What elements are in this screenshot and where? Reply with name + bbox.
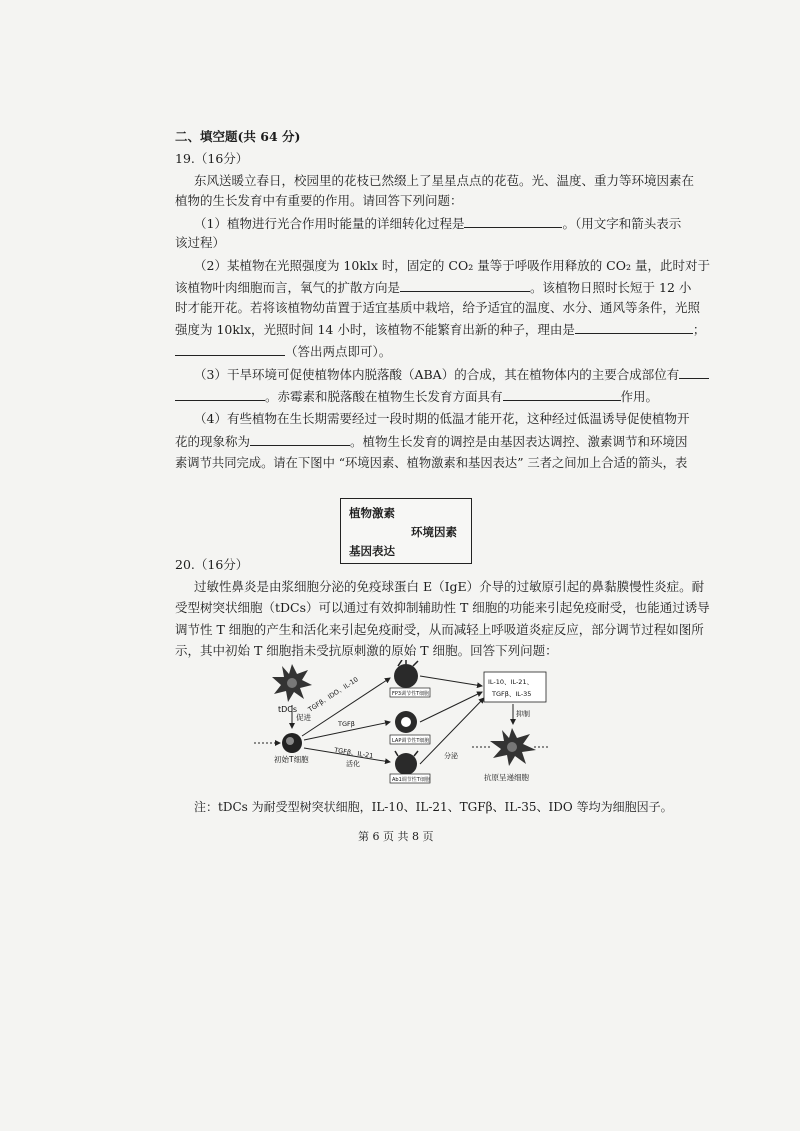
q19-part2-line-4 — [175, 321, 705, 338]
q19-part1-line-1 — [194, 215, 681, 232]
ab1-t-cell-icon — [395, 751, 418, 775]
q19-part1-line-2: 该过程） — [175, 235, 226, 250]
figure-note: 注：tDCs 为耐受型树突状细胞，IL-10、IL-21、TGFβ、IL-35、IDO 等均为细胞因子。 — [194, 800, 673, 814]
answer-blank[interactable] — [250, 433, 350, 446]
promote-label: 促进 — [296, 713, 311, 722]
secrete-label: 分泌 — [444, 752, 458, 760]
q20-line-3: 调节性 T 细胞的产生和活化来引起免疫耐受，从而减轻上呼吸道炎症反应，部分调节过程如图所 — [175, 622, 704, 637]
lap-t-cell-icon — [395, 711, 417, 733]
q19-part4-line-1: （4）有些植物在生长期需要经过一段时期的低温才能开花，这种经过低温诱导促使植物开 — [194, 411, 690, 426]
answer-blank[interactable] — [464, 215, 562, 228]
environment-factor-label: 环境因素 — [411, 525, 457, 539]
answer-blank[interactable] — [400, 279, 530, 292]
fp3-t-cell-label: FP3调节性T细胞 — [392, 691, 430, 697]
q19-part4-line-3: 素调节共同完成。请在下图中 “环境因素、植物激素和基因表达” 三者之间加上合适的箭头，表 — [175, 456, 688, 470]
q19-part3-line-1 — [194, 366, 709, 383]
q19-part4-line-2 — [175, 433, 688, 450]
q19-part1-text-b: 。（用文字和箭头表示 — [562, 216, 682, 231]
q19-part3-text-b: 。赤霉素和脱落酸在植物生长发育方面具有 — [265, 389, 503, 404]
fp3-t-cell-icon — [394, 660, 418, 688]
q19-part2-line-2 — [175, 279, 691, 296]
q20-line-1: 过敏性鼻炎是由浆细胞分泌的免疫球蛋白 E（IgE）介导的过敏原引起的鼻黏膜慢性炎症。耐 — [194, 579, 705, 594]
q19-part2-text-e: 强度为 10klx，光照时间 14 小时，该植物不能繁育出新的种子，理由是 — [175, 322, 575, 337]
q19-intro-line-2: 植物的生长发育中有重要的作用。请回答下列问题： — [175, 193, 463, 208]
arrow-mid-label: TGFβ — [338, 720, 355, 728]
answer-blank[interactable] — [503, 388, 621, 401]
activate-label: 活化 — [346, 760, 360, 768]
arrow-bot-label: TGFβ、IL-21 — [333, 746, 374, 761]
answer-blank[interactable] — [175, 388, 265, 401]
antigen-presenting-cell-icon — [490, 728, 536, 766]
page-footer: 第 6 页 共 8 页 — [358, 830, 434, 843]
flowering-regulation-box[interactable] — [340, 498, 472, 564]
secretion-arrow-1 — [420, 676, 482, 686]
q19-part2-text-f: ； — [692, 322, 706, 337]
apc-label: 抗原呈递细胞 — [484, 773, 529, 782]
q19-number: 19.（16分） — [175, 151, 249, 166]
ab1-t-cell-label: Ab1调节性T细胞 — [392, 777, 430, 783]
inhibit-label: 抑制 — [516, 710, 530, 718]
q19-part2-text-b: 该植物叶肉细胞而言，氧气的扩散方向是 — [175, 280, 401, 295]
q20-line-2: 受型树突状细胞（tDCs）可以通过有效抑制辅助性 T 细胞的功能来引起免疫耐受，也能通过诱导 — [175, 600, 710, 615]
q19-part2-text-c: 。该植物日照时长短于 12 小 — [530, 280, 692, 295]
q20-line-4: 示，其中初始 T 细胞指未受抗原刺激的原始 T 细胞。回答下列问题： — [175, 643, 558, 658]
q19-part2-line-5 — [175, 343, 391, 360]
answer-blank[interactable] — [175, 343, 285, 356]
q19-part2-text-g: （答出两点即可）。 — [285, 344, 392, 359]
naive-t-cell-label: 初始T细胞 — [274, 755, 309, 764]
plant-hormone-label: 植物激素 — [349, 506, 395, 520]
tdcs-cell-icon — [272, 664, 312, 702]
arrow-top-label: TGFβ、IDO、IL-10 — [306, 675, 360, 714]
naive-t-cell-icon — [282, 733, 302, 753]
section-title: 二、填空题(共 64 分) — [175, 129, 301, 144]
q19-intro-line-1: 东风送暖立春日，校园里的花枝已然缀上了星星点点的花苞。光、温度、重力等环境因素在 — [194, 173, 695, 188]
cytokines-line-2: TGFβ、IL-35 — [492, 690, 532, 698]
q19-part4-text-c: 。植物生长发育的调控是由基因表达调控、激素调节和环境因 — [350, 434, 688, 449]
q20-number: 20.（16分） — [175, 557, 249, 572]
lap-t-cell-label: LAP调节性T细胞 — [392, 738, 430, 744]
answer-blank[interactable] — [575, 321, 693, 334]
q19-part2-line-3: 时才能开花。若将该植物幼苗置于适宜基质中栽培，给予适宜的温度、水分、通风等条件，光照 — [175, 300, 701, 315]
q19-part1-text-a: （1）植物进行光合作用时能量的详细转化过程是 — [194, 216, 465, 231]
q19-part3-text-a: （3）干旱环境可促使植物体内脱落酸（ABA）的合成，其在植物体内的主要合成部位有 — [194, 367, 680, 382]
q19-part2-line-1: （2）某植物在光照强度为 10klx 时，固定的 CO₂ 量等于呼吸作用释放的 CO₂ 量，此时对于 — [194, 258, 710, 273]
gene-expression-label: 基因表达 — [349, 544, 395, 558]
cytokines-line-1: IL-10、IL-21、 — [488, 678, 534, 686]
q19-part3-line-2 — [175, 388, 658, 405]
immune-tolerance-figure — [250, 660, 550, 790]
tdcs-label: tDCs — [278, 705, 298, 714]
q19-part4-text-b: 花的现象称为 — [175, 434, 251, 449]
answer-blank[interactable] — [679, 366, 709, 379]
q19-part3-text-c: 作用。 — [620, 389, 659, 404]
